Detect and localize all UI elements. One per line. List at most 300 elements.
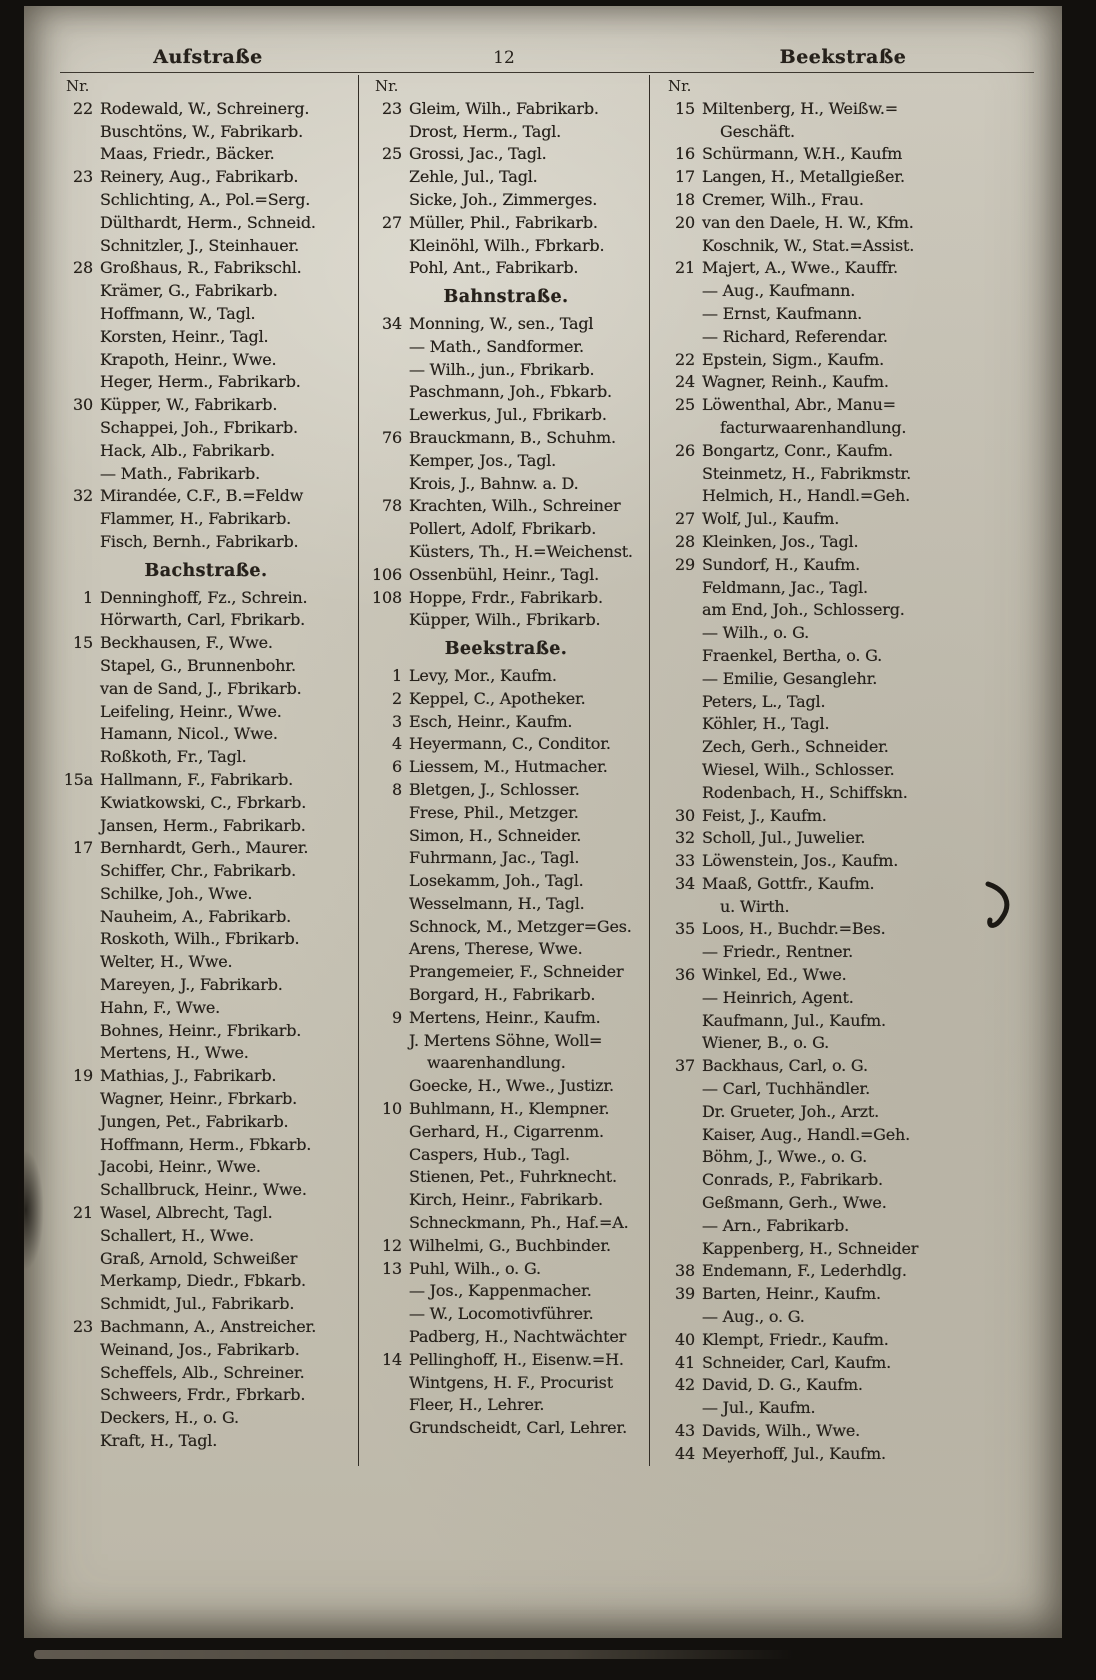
entry-text: Flammer, H., Fabrikarb. [100,509,292,529]
entry-line [60,906,352,929]
entry-line [60,1293,352,1316]
entry-text: — Carl, Tuchhändler. [702,1079,871,1099]
house-number: 30 [73,395,93,415]
entry-line [662,918,1030,941]
house-number: 40 [675,1329,695,1349]
entry-text: Hallmann, F., Fabrikarb. [100,769,294,789]
entry-line [369,779,643,802]
entry-line [369,473,643,496]
entry-line [369,1166,643,1189]
house-number: 16 [675,144,695,164]
entry-text: Ossenbühl, Heinr., Tagl. [409,564,600,584]
house-number: 39 [675,1284,695,1304]
entry-text: Grossi, Jac., Tagl. [409,144,547,164]
entry-line [60,1384,352,1407]
entry-text: Leifeling, Heinr., Wwe. [100,701,282,721]
entry-line [369,870,643,893]
entry-line [662,577,1030,600]
entry-line [369,541,643,564]
header-right-cell [650,46,1036,68]
entry-text: Wagner, Heinr., Fbrkarb. [100,1089,298,1109]
entry-line [60,1248,352,1271]
entry-line [60,326,352,349]
entry-text: J. Mertens Söhne, Woll= [409,1030,603,1050]
entry-line [369,121,643,144]
entry-text: Hörwarth, Carl, Fbrikarb. [100,610,306,630]
entry-text: Reinery, Aug., Fabrikarb. [100,167,299,187]
header-rule [60,72,1034,73]
house-number: 4 [392,734,402,754]
header-street-left: Aufstraße [153,46,263,68]
entry-text: Merkamp, Diedr., Fbkarb. [100,1271,306,1291]
entry-text: Schweers, Frdr., Fbrkarb. [100,1385,306,1405]
entry-text: Bernhardt, Gerh., Maurer. [100,838,309,858]
entry-text: Winkel, Ed., Wwe. [702,965,847,985]
street-heading: Bachstraße. [144,560,268,581]
entry-text: Helmich, H., Handl.=Geh. [702,486,910,506]
house-number: 12 [382,1235,402,1255]
entry-text: Welter, H., Wwe. [100,952,233,972]
house-number: 20 [675,212,695,232]
entry-line [60,678,352,701]
entry-line [60,508,352,531]
entry-text: Schilke, Joh., Wwe. [100,883,253,903]
house-number: 32 [675,828,695,848]
entry-text: Sundorf, H., Kaufm. [702,554,861,574]
entry-line [60,371,352,394]
entry-line [662,713,1030,736]
entry-text: Langen, H., Metallgießer. [702,167,905,187]
entry-line [662,873,1030,896]
entry-text: Prangemeier, F., Schneider [409,962,624,982]
house-number: 2 [392,688,402,708]
entry-line [60,1339,352,1362]
entry-text: Bletgen, J., Schlosser. [409,779,580,799]
entry-text: Grundscheidt, Carl, Lehrer. [409,1418,627,1438]
entry-line [369,235,643,258]
header-center-cell [358,48,650,68]
entry-line [60,860,352,883]
house-number: 24 [675,372,695,392]
entry-line [662,394,1030,417]
entry-text: Brauckmann, B., Schuhm. [409,427,616,447]
entry-line [60,1362,352,1385]
entry-text: Schiffer, Chr., Fabrikarb. [100,861,296,881]
entry-line [662,303,1030,326]
entry-text: Fisch, Bernh., Fabrikarb. [100,531,299,551]
entry-line [662,1420,1030,1443]
entry-line [369,1280,643,1303]
entry-text: Gleim, Wilh., Fabrikarb. [409,98,599,118]
entry-line [60,394,352,417]
entry-text: Maaß, Gottfr., Kaufm. [702,873,875,893]
entry-text: Paschmann, Joh., Fbkarb. [409,382,612,402]
entry-line [60,1065,352,1088]
nr-column-label: Nr. [375,77,399,95]
entry-text: Roskoth, Wilh., Fbrikarb. [100,929,300,949]
entry-text: — Heinrich, Agent. [702,987,854,1007]
entry-line [60,587,352,610]
entry-text: Klempt, Friedr., Kaufm. [702,1329,889,1349]
entry-line [662,1215,1030,1238]
house-number: 32 [73,486,93,506]
entry-text: Geßmann, Gerh., Wwe. [702,1193,887,1213]
entry-text: Majert, A., Wwe., Kauffr. [702,258,898,278]
entry-line [662,1146,1030,1169]
entry-text: Schappei, Joh., Fbrikarb. [100,417,298,437]
house-number: 15a [63,769,93,789]
entry-line [369,733,643,756]
entry-line [60,655,352,678]
entry-text: van den Daele, H. W., Kfm. [702,212,914,232]
entry-line [662,1124,1030,1147]
entry-line [369,665,643,688]
entry-line [369,404,643,427]
entry-text: Fuhrmann, Jac., Tagl. [409,848,580,868]
entry-line [369,1030,643,1053]
entry-line [369,1212,643,1235]
entry-text: Caspers, Hub., Tagl. [409,1144,570,1164]
house-number: 34 [675,873,695,893]
entry-text: Lewerkus, Jul., Fbrikarb. [409,405,607,425]
house-number: 17 [73,838,93,858]
entry-line [60,1407,352,1430]
entry-line [60,98,352,121]
nr-column-label: Nr. [668,77,692,95]
entry-text: Krämer, G., Fabrikarb. [100,281,278,301]
entry-text: Loos, H., Buchdr.=Bes. [702,919,886,939]
entry-text: waarenhandlung. [427,1053,566,1073]
street-heading: Bahnstraße. [443,287,569,308]
entry-line [662,349,1030,372]
entry-text: Jacobi, Heinr., Wwe. [100,1157,261,1177]
entry-line [60,928,352,951]
scan-bottom-stripe [34,1650,794,1659]
house-number: 76 [382,427,402,447]
house-number: 33 [675,851,695,871]
directory-columns [58,75,1036,1466]
house-number: 23 [73,167,93,187]
entry-line [369,212,643,235]
house-number: 6 [392,757,402,777]
entry-text: Keppel, C., Apotheker. [409,688,586,708]
entry-text: Buhlmann, H., Klempner. [409,1099,610,1119]
entry-text: Köhler, H., Tagl. [702,714,830,734]
entry-line [662,1192,1030,1215]
entry-line [60,531,352,554]
entry-text: Denninghoff, Fz., Schrein. [100,587,308,607]
entry-text: — Math., Fabrikarb. [100,463,260,483]
entry-line [662,599,1030,622]
directory-column-2 [358,75,650,1466]
entry-line [60,280,352,303]
entry-line [60,143,352,166]
entry-text: Kemper, Jos., Tagl. [409,450,557,470]
entry-text: Fleer, H., Lehrer. [409,1395,545,1415]
entry-line [60,883,352,906]
entry-text: Bongartz, Conr., Kaufm. [702,440,893,460]
entry-text: facturwaarenhandlung. [720,417,907,437]
entry-line [662,964,1030,987]
entry-line [662,759,1030,782]
house-number: 8 [392,779,402,799]
house-number: 1 [83,587,93,607]
entry-line [369,1121,643,1144]
entry-text: Backhaus, Carl, o. G. [702,1056,868,1076]
directory-column-3 [650,75,1036,1466]
entry-line [60,212,352,235]
entry-line [662,166,1030,189]
entry-line [60,1202,352,1225]
house-number: 21 [675,258,695,278]
entry-line [369,1258,643,1281]
entry-text: Rodenbach, H., Schiffskn. [702,782,908,802]
entry-text: Pellinghoff, H., Eisenw.=H. [409,1349,624,1369]
entry-text: — Ernst, Kaufmann. [702,303,863,323]
entry-continuation-line [369,1052,643,1075]
entry-text: Steinmetz, H., Fabrikmstr. [702,463,912,483]
house-number: 41 [675,1352,695,1372]
entry-continuation-line [662,896,1030,919]
entry-line [662,805,1030,828]
entry-line [369,1075,643,1098]
entry-text: Liessem, M., Hutmacher. [409,757,608,777]
entry-line [60,701,352,724]
entry-line [60,951,352,974]
house-number: 19 [73,1066,93,1086]
entry-text: Dr. Grueter, Joh., Arzt. [702,1101,880,1121]
entry-line [369,688,643,711]
entry-line [60,417,352,440]
entry-text: Borgard, H., Fabrikarb. [409,985,596,1005]
entry-text: Epstein, Sigm., Kaufm. [702,349,884,369]
entry-line [369,893,643,916]
entry-text: Mertens, Heinr., Kaufm. [409,1007,601,1027]
nr-column-label: Nr. [66,77,90,95]
house-number: 15 [675,98,695,118]
entry-line [662,98,1030,121]
entry-text: — W., Locomotivführer. [409,1304,594,1324]
entry-line [662,1260,1030,1283]
entry-text: Wintgens, H. F., Procurist [409,1372,613,1392]
entry-text: — Math., Sandformer. [409,336,584,356]
entry-text: Korsten, Heinr., Tagl. [100,326,269,346]
entry-line [369,961,643,984]
entry-text: Wolf, Jul., Kaufm. [702,509,840,529]
entry-text: Cremer, Wilh., Frau. [702,189,864,209]
entry-text: Kaufmann, Jul., Kaufm. [702,1010,886,1030]
entry-line [662,485,1030,508]
entry-line [60,1134,352,1157]
entry-text: Kleinken, Jos., Tagl. [702,531,859,551]
house-number: 14 [382,1349,402,1369]
entry-line [369,1007,643,1030]
street-heading: Beekstraße. [444,639,568,660]
entry-line [369,802,643,825]
house-number: 22 [675,349,695,369]
entry-line [60,632,352,655]
entry-line [60,121,352,144]
entry-text: Großhaus, R., Fabrikschl. [100,258,302,278]
entry-line [662,463,1030,486]
entry-continuation-line [662,121,1030,144]
entry-line [369,381,643,404]
house-number: 44 [675,1443,695,1463]
entry-text: Simon, H., Schneider. [409,825,582,845]
entry-line [369,609,643,632]
entry-text: Schnitzler, J., Steinhauer. [100,235,300,255]
entry-line [60,257,352,280]
entry-line [662,326,1030,349]
entry-line [662,987,1030,1010]
entry-text: Stienen, Pet., Fuhrknecht. [409,1167,617,1187]
entry-text: Feist, J., Kaufm. [702,805,827,825]
entry-text: Löwenthal, Abr., Manu= [702,395,896,415]
entry-line [60,997,352,1020]
entry-text: — Arn., Fabrikarb. [702,1215,850,1235]
entry-text: Heger, Herm., Fabrikarb. [100,372,301,392]
entry-line [60,440,352,463]
entry-line [60,1156,352,1179]
house-number: 22 [73,98,93,118]
house-number: 108 [372,587,402,607]
entry-text: Hamann, Nicol., Wwe. [100,724,278,744]
entry-text: u. Wirth. [720,896,790,916]
entry-text: Wesselmann, H., Tagl. [409,893,585,913]
entry-text: Endemann, F., Lederhdlg. [702,1261,907,1281]
entry-text: Davids, Wilh., Wwe. [702,1421,861,1441]
entry-line [60,485,352,508]
entry-text: Löwenstein, Jos., Kaufm. [702,851,899,871]
entry-text: Monning, W., sen., Tagl [409,313,594,333]
entry-line [60,723,352,746]
entry-line [662,371,1030,394]
entry-line [369,518,643,541]
house-number: 38 [675,1261,695,1281]
handwritten-mark [982,880,1018,938]
house-number: 27 [675,509,695,529]
house-number: 36 [675,965,695,985]
entry-text: Kraft, H., Tagl. [100,1431,218,1451]
entry-line [662,622,1030,645]
entry-line [369,1394,643,1417]
entry-text: Bachmann, A., Anstreicher. [100,1317,317,1337]
house-number: 78 [382,496,402,516]
entry-text: Esch, Heinr., Kaufm. [409,711,573,731]
entry-text: Schallbruck, Heinr., Wwe. [100,1180,307,1200]
entry-line [662,941,1030,964]
entry-text: Schnock, M., Metzger=Ges. [409,916,632,936]
entry-text: Losekamm, Joh., Tagl. [409,871,584,891]
entry-line [662,1397,1030,1420]
entry-line [60,609,352,632]
entry-line [369,98,643,121]
entry-text: Hoppe, Frdr., Fabrikarb. [409,587,603,607]
entry-text: Jansen, Herm., Fabrikarb. [100,815,306,835]
entry-line [60,1225,352,1248]
entry-line [662,1032,1030,1055]
entry-line [369,336,643,359]
entry-text: Drost, Herm., Tagl. [409,121,562,141]
entry-text: Zehle, Jul., Tagl. [409,167,538,187]
entry-line [60,1270,352,1293]
house-number: 42 [675,1375,695,1395]
entry-text: Kwiatkowski, C., Fbrkarb. [100,792,307,812]
entry-line [369,1349,643,1372]
entry-text: Schneider, Carl, Kaufm. [702,1352,891,1372]
entry-text: Frese, Phil., Metzger. [409,802,579,822]
entry-line [662,440,1030,463]
entry-text: Levy, Mor., Kaufm. [409,665,557,685]
entry-line [369,711,643,734]
entry-line [662,1101,1030,1124]
entry-line [369,1303,643,1326]
entry-text: Küpper, Wilh., Fbrikarb. [409,610,601,630]
entry-text: Kappenberg, H., Schneider [702,1238,919,1258]
entry-line [369,166,643,189]
entry-line [369,450,643,473]
entry-line [60,1111,352,1134]
entry-text: Gerhard, H., Cigarrenm. [409,1121,604,1141]
entry-text: Wasel, Albrecht, Tagl. [100,1203,273,1223]
house-number: 27 [382,212,402,232]
entry-text: Mathias, J., Fabrikarb. [100,1066,277,1086]
house-number: 43 [675,1421,695,1441]
entry-line [662,1306,1030,1329]
entry-line [60,166,352,189]
entry-text: — Wilh., jun., Fbrikarb. [409,359,595,379]
entry-text: Scheffels, Alb., Schreiner. [100,1362,305,1382]
entry-text: — Richard, Referendar. [702,326,888,346]
entry-line [369,916,643,939]
house-number: 37 [675,1056,695,1076]
entry-text: Deckers, H., o. G. [100,1408,239,1428]
entry-text: Meyerhoff, Jul., Kaufm. [702,1443,886,1463]
entry-line [662,235,1030,258]
entry-text: Schmidt, Jul., Fabrikarb. [100,1294,295,1314]
entry-text: Schlichting, A., Pol.=Serg. [100,189,311,209]
entry-text: Küpper, W., Fabrikarb. [100,395,278,415]
entry-line [662,143,1030,166]
entry-text: Fraenkel, Bertha, o. G. [702,645,883,665]
entry-text: Mareyen, J., Fabrikarb. [100,975,283,995]
entry-line [662,257,1030,280]
entry-text: Stapel, G., Brunnenbohr. [100,655,296,675]
entry-text: Wilhelmi, G., Buchbinder. [409,1235,611,1255]
house-number: 18 [675,189,695,209]
entry-line [60,1316,352,1339]
entry-line [369,564,643,587]
entry-line [662,554,1030,577]
entry-line [369,257,643,280]
entry-line [369,1372,643,1395]
house-number: 35 [675,919,695,939]
entry-line [662,850,1030,873]
entry-continuation-line [662,417,1030,440]
entry-text: Bohnes, Heinr., Fbrikarb. [100,1020,302,1040]
entry-text: Beckhausen, F., Wwe. [100,633,273,653]
house-number: 106 [372,564,402,584]
entry-text: Kaiser, Aug., Handl.=Geh. [702,1124,911,1144]
entry-line [60,1042,352,1065]
entry-text: Rodewald, W., Schreinerg. [100,98,310,118]
house-number: 3 [392,711,402,731]
entry-line [369,938,643,961]
entry-line [369,984,643,1007]
entry-line [60,235,352,258]
entry-text: — Jul., Kaufm. [702,1398,816,1418]
entry-text: — Friedr., Rentner. [702,942,854,962]
